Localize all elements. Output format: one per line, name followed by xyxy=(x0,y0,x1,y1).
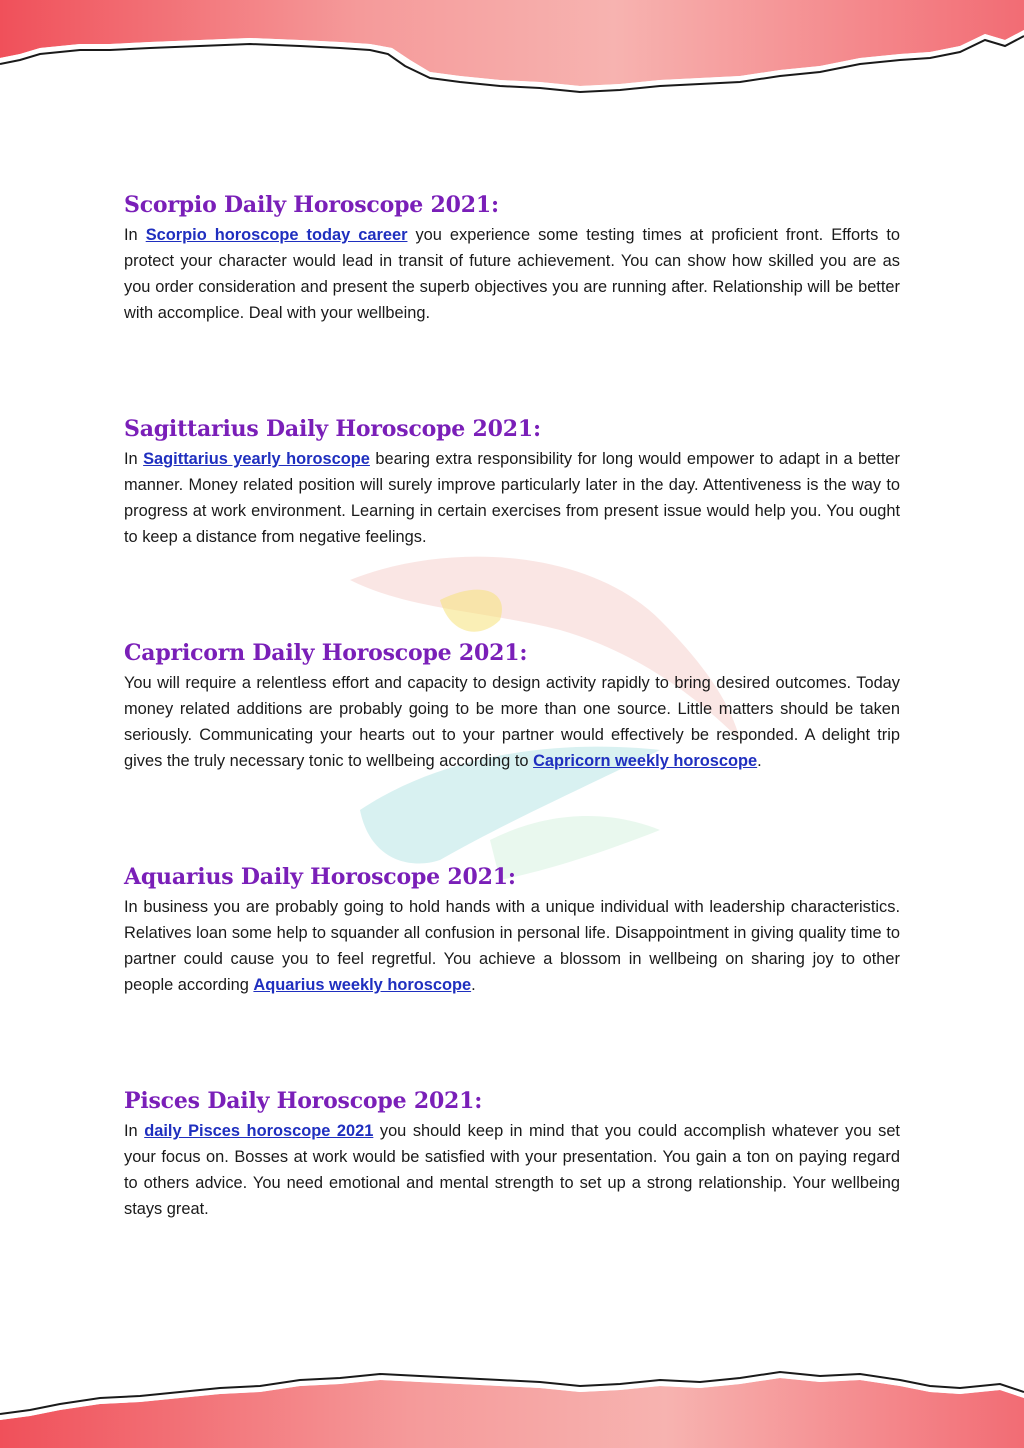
pisces-horoscope-link[interactable]: daily Pisces horoscope 2021 xyxy=(144,1122,374,1140)
paragraph-text: bearing extra responsibility for long would empower to adapt in a better manner. Money related position will surely improve particularly later in the day. Attentiveness is the way to progress at work environment. Learning in certain exercises from present issue would help you. You ought to keep a distance from negative feelings. xyxy=(124,450,900,546)
paragraph-text: You will require a relentless effort and capacity to design activity rapidly to bring desired outcomes. Today money related additions are probably going to be more than one source. Little matters should be taken seriously. Communicating your hearts out to your partner would effectively be responded. A delight trip gives the truly necessary tonic to wellbeing according to xyxy=(124,674,900,770)
paragraph-text: you experience some testing times at proficient front. Efforts to protect your character would lead in transit of future achievement. You can show how skilled you are as you order consideration and present the superb objectives you are running after. Relationship will be better with accomplice. Deal with your wellbeing. xyxy=(124,226,900,322)
capricorn-section xyxy=(124,638,900,774)
aquarius-paragraph xyxy=(124,894,900,998)
capricorn-heading: Capricorn Daily Horoscope 2021: xyxy=(124,640,528,666)
paragraph-text: In xyxy=(124,450,144,468)
scorpio-paragraph xyxy=(124,222,900,326)
pisces-section xyxy=(124,1086,900,1222)
aquarius-heading: Aquarius Daily Horoscope 2021: xyxy=(124,864,516,890)
pisces-paragraph xyxy=(124,1118,900,1222)
paragraph-text: In xyxy=(124,1122,145,1140)
sagittarius-heading: Sagittarius Daily Horoscope 2021: xyxy=(124,416,541,442)
top-torn-paper-decoration xyxy=(0,0,1024,100)
sagittarius-paragraph xyxy=(124,446,900,550)
scorpio-horoscope-link[interactable]: Scorpio horoscope today career xyxy=(145,226,408,244)
sagittarius-horoscope-link[interactable]: Sagittarius yearly horoscope xyxy=(143,450,370,468)
paragraph-text: In business you are probably going to hold hands with a unique individual with leadership characteristics. Relatives loan some help to squander all confusion in personal life. Disappointment in giving quality time to partner could cause you to feel regretful. You achieve a blossom in wellbeing on sharing joy to other people according xyxy=(124,898,900,994)
capricorn-horoscope-link[interactable]: Capricorn weekly horoscope xyxy=(533,752,758,770)
paragraph-text: In xyxy=(124,226,146,244)
pisces-heading: Pisces Daily Horoscope 2021: xyxy=(124,1088,483,1114)
aquarius-horoscope-link[interactable]: Aquarius weekly horoscope xyxy=(253,976,472,994)
paragraph-text: . xyxy=(471,976,476,994)
bottom-torn-paper-decoration xyxy=(0,1340,1024,1448)
capricorn-paragraph xyxy=(124,670,900,774)
sagittarius-section xyxy=(124,414,900,550)
scorpio-section xyxy=(124,190,900,326)
paragraph-text: you should keep in mind that you could accomplish whatever you set your focus on. Bosses at work would be satisfied with your presentation. You gain a ton on paying regard to others advice. You need emotional and mental strength to set up a strong relationship. Your wellbeing stays great. xyxy=(124,1122,900,1218)
paragraph-text: . xyxy=(757,752,762,770)
aquarius-section xyxy=(124,862,900,998)
scorpio-heading: Scorpio Daily Horoscope 2021: xyxy=(124,192,499,218)
